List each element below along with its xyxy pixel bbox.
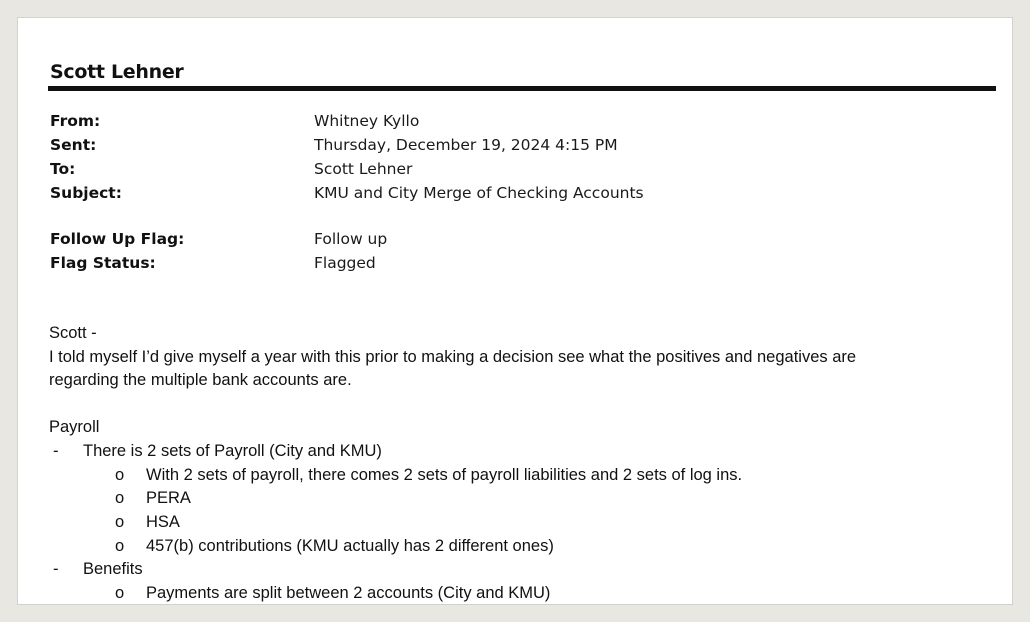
circle-bullet: o: [115, 466, 125, 484]
list-item: Benefits: [83, 560, 143, 578]
section-title-payroll: Payroll: [49, 418, 100, 436]
list-item: There is 2 sets of Payroll (City and KMU): [83, 442, 382, 460]
sub-list-item: 457(b) contributions (KMU actually has 2 different ones): [146, 537, 554, 555]
circle-bullet: o: [115, 489, 125, 507]
sub-list-item: Payments are split between 2 accounts (City and KMU): [146, 584, 551, 602]
to-value: Scott Lehner: [314, 160, 413, 178]
to-label: To:: [50, 160, 76, 178]
intro-line-2: regarding the multiple bank accounts are.: [49, 371, 352, 389]
sub-list-item: PERA: [146, 489, 191, 507]
flag-status-value: Flagged: [314, 254, 376, 272]
mailbox-owner-name: Scott Lehner: [50, 61, 184, 83]
sub-list-item: HSA: [146, 513, 180, 531]
circle-bullet: o: [115, 513, 125, 531]
dash-bullet: -: [53, 442, 59, 460]
sent-label: Sent:: [50, 136, 97, 154]
email-printout-page: [17, 17, 1013, 605]
from-label: From:: [50, 112, 101, 130]
flag-status-label: Flag Status:: [50, 254, 156, 272]
circle-bullet: o: [115, 537, 125, 555]
sent-value: Thursday, December 19, 2024 4:15 PM: [314, 136, 618, 154]
circle-bullet: o: [115, 584, 125, 602]
subject-label: Subject:: [50, 184, 122, 202]
subject-value: KMU and City Merge of Checking Accounts: [314, 184, 644, 202]
header-divider: [48, 86, 996, 91]
greeting: Scott -: [49, 324, 97, 342]
from-value: Whitney Kyllo: [314, 112, 420, 130]
follow-up-flag-value: Follow up: [314, 230, 388, 248]
intro-line-1: I told myself I’d give myself a year with this prior to making a decision see what the positives and negatives are: [49, 348, 857, 366]
follow-up-flag-label: Follow Up Flag:: [50, 230, 185, 248]
dash-bullet: -: [53, 560, 59, 578]
sub-list-item: With 2 sets of payroll, there comes 2 sets of payroll liabilities and 2 sets of log ins.: [146, 466, 743, 484]
